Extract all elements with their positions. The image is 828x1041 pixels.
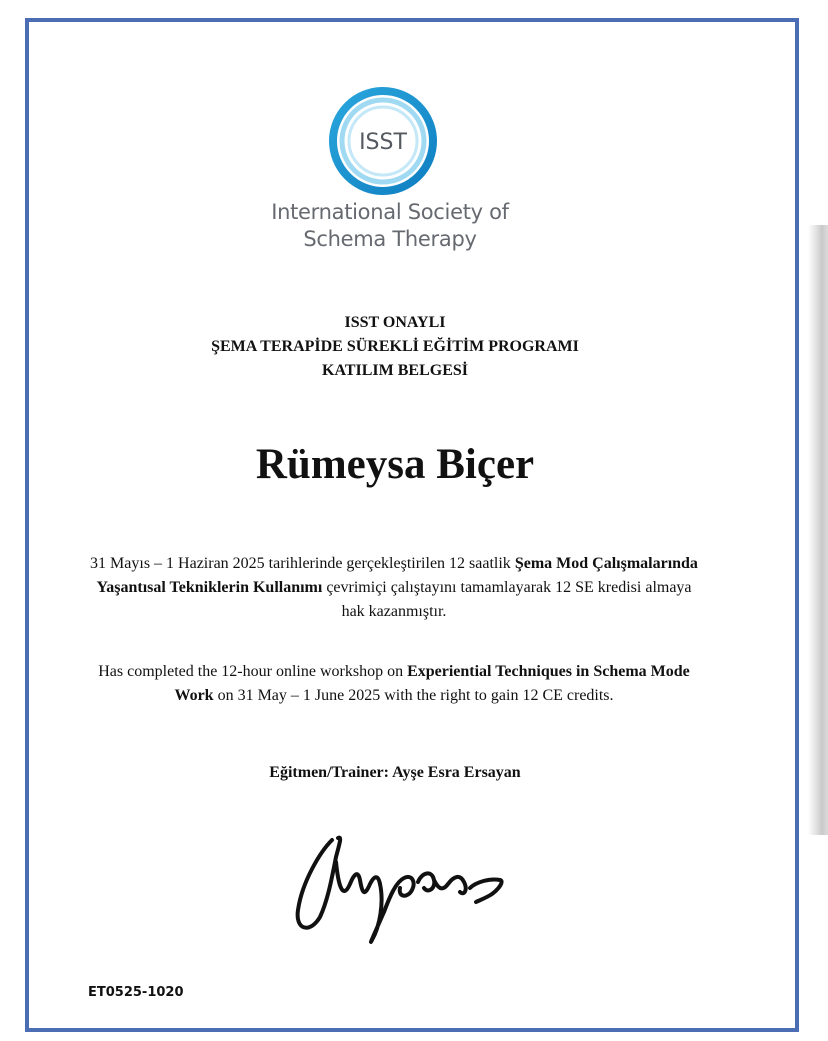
isst-logo	[328, 86, 438, 196]
trainer-line: Eğitmen/Trainer: Ayşe Esra Ersayan	[269, 764, 521, 781]
organization-name-line2: Schema Therapy	[303, 227, 477, 251]
trainer-signature	[280, 822, 520, 952]
turkish-workshop-title: Şema Mod Çalışmalarında Yaşantısal Tekniklerin Kullanımı	[96, 555, 698, 596]
recipient-name: Rümeysa Biçer	[255, 441, 535, 488]
turkish-statement	[86, 552, 702, 624]
organization-name	[200, 199, 580, 253]
organization-name-line1: International Society of	[271, 200, 509, 224]
english-statement-part1: Has completed the 12-hour online workshop on	[98, 663, 408, 680]
heading-line3: KATILIM BELGESİ	[322, 362, 468, 379]
heading-line1: ISST ONAYLI	[344, 314, 446, 331]
english-statement	[86, 660, 702, 708]
logo-text: ISST	[359, 130, 407, 155]
adjacent-page-edge	[808, 225, 828, 835]
turkish-statement-part1: 31 Mayıs – 1 Haziran 2025 tarihlerinde gerçekleştirilen 12 saatlik	[90, 555, 515, 572]
heading-line2: ŞEMA TERAPİDE SÜREKLİ EĞİTİM PROGRAMI	[211, 338, 579, 355]
certificate-id: ET0525-1020	[88, 985, 184, 1000]
certificate-headings	[130, 311, 660, 383]
english-statement-part2: on 31 May – 1 June 2025 with the right to gain 12 CE credits.	[213, 687, 614, 704]
turkish-statement-part2: çevrimiçi çalıştayını tamamlayarak 12 SE kredisi almaya hak kazanmıştır.	[322, 579, 692, 620]
english-workshop-title: Experiential Techniques in Schema Mode Work	[174, 663, 690, 704]
